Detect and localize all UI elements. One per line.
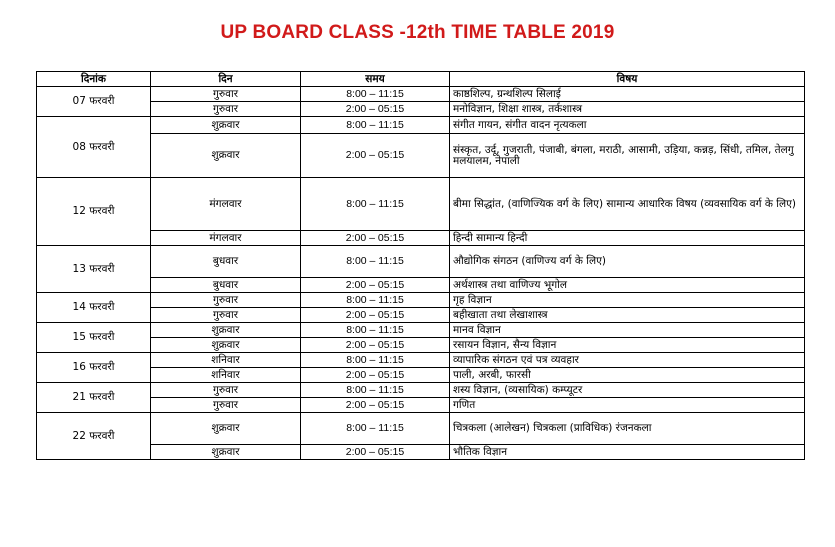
- time-cell: 2:00 – 05:15: [301, 445, 450, 460]
- table-row: [37, 368, 805, 383]
- day-cell: शुक्रवार: [151, 134, 301, 178]
- table-row: [37, 102, 805, 117]
- time-cell: 2:00 – 05:15: [301, 278, 450, 293]
- time-cell: 2:00 – 05:15: [301, 308, 450, 323]
- time-cell: 2:00 – 05:15: [301, 338, 450, 353]
- time-cell: 8:00 – 11:15: [301, 353, 450, 368]
- subject-cell: हिन्दी सामान्य हिन्दी: [450, 231, 805, 246]
- time-cell: 8:00 – 11:15: [301, 178, 450, 231]
- subject-cell: मानव विज्ञान: [450, 323, 805, 338]
- day-cell: गुरुवार: [151, 293, 301, 308]
- subject-cell: अर्थशास्त्र तथा वाणिज्य भूगोल: [450, 278, 805, 293]
- day-cell: शुक्रवार: [151, 117, 301, 134]
- subject-cell: शस्य विज्ञान, (व्यसायिक) कम्प्यूटर: [450, 383, 805, 398]
- subject-cell: औद्योगिक संगठन (वाणिज्य वर्ग के लिए): [450, 246, 805, 278]
- page-title: UP BOARD CLASS -12th TIME TABLE 2019: [220, 22, 615, 43]
- day-cell: बुधवार: [151, 246, 301, 278]
- table-row: [37, 117, 805, 134]
- header-day: दिन: [151, 72, 301, 87]
- day-cell: शुक्रवार: [151, 338, 301, 353]
- date-cell: 07 फरवरी: [37, 87, 151, 117]
- time-cell: 8:00 – 11:15: [301, 293, 450, 308]
- subject-cell: काष्ठशिल्प, ग्रन्थशिल्प सिलाई: [450, 87, 805, 102]
- date-cell: 22 फरवरी: [37, 413, 151, 460]
- day-cell: शुक्रवार: [151, 323, 301, 338]
- subject-cell: संगीत गायन, संगीत वादन नृत्यकला: [450, 117, 805, 134]
- time-cell: 8:00 – 11:15: [301, 413, 450, 445]
- day-cell: शुक्रवार: [151, 413, 301, 445]
- subject-cell: बहीखाता तथा लेखाशास्त्र: [450, 308, 805, 323]
- time-cell: 2:00 – 05:15: [301, 398, 450, 413]
- day-cell: गुरुवार: [151, 87, 301, 102]
- day-cell: गुरुवार: [151, 398, 301, 413]
- subject-cell: रसायन विज्ञान, सैन्य विज्ञान: [450, 338, 805, 353]
- date-cell: 13 फरवरी: [37, 246, 151, 293]
- time-cell: 2:00 – 05:15: [301, 231, 450, 246]
- table-row: [37, 278, 805, 293]
- date-cell: 15 फरवरी: [37, 323, 151, 353]
- time-cell: 8:00 – 11:15: [301, 383, 450, 398]
- date-cell: 08 फरवरी: [37, 117, 151, 178]
- table-row: [37, 353, 805, 368]
- time-cell: 2:00 – 05:15: [301, 368, 450, 383]
- subject-cell: चित्रकला (आलेखन) चित्रकला (प्राविधिक) रंजनकला: [450, 413, 805, 445]
- day-cell: गुरुवार: [151, 102, 301, 117]
- header-row: [37, 72, 805, 87]
- day-cell: शुक्रवार: [151, 445, 301, 460]
- table-row: [37, 246, 805, 278]
- header-time: समय: [301, 72, 450, 87]
- table-row: [37, 413, 805, 445]
- table-row: [37, 231, 805, 246]
- date-cell: 12 फरवरी: [37, 178, 151, 246]
- time-cell: 2:00 – 05:15: [301, 134, 450, 178]
- header-date: दिनांक: [37, 72, 151, 87]
- subject-cell: व्यापारिक संगठन एवं पत्र व्यवहार: [450, 353, 805, 368]
- header-subject: विषय: [450, 72, 805, 87]
- day-cell: शनिवार: [151, 368, 301, 383]
- table-row: [37, 308, 805, 323]
- table-row: [37, 445, 805, 460]
- date-cell: 14 फरवरी: [37, 293, 151, 323]
- day-cell: बुधवार: [151, 278, 301, 293]
- table-row: [37, 178, 805, 231]
- time-cell: 2:00 – 05:15: [301, 102, 450, 117]
- table-row: [37, 87, 805, 102]
- table-row: [37, 134, 805, 178]
- subject-cell: बीमा सिद्धांत, (वाणिज्यिक वर्ग के लिए) सामान्य आधारिक विषय (व्यवसायिक वर्ग के लिए): [450, 178, 805, 231]
- table-row: [37, 293, 805, 308]
- time-cell: 8:00 – 11:15: [301, 117, 450, 134]
- subject-cell: गृह विज्ञान: [450, 293, 805, 308]
- subject-cell: मनोविज्ञान, शिक्षा शास्त्र, तर्कशास्त्र: [450, 102, 805, 117]
- table-row: [37, 398, 805, 413]
- subject-cell: भौतिक विज्ञान: [450, 445, 805, 460]
- date-cell: 16 फरवरी: [37, 353, 151, 383]
- table-row: [37, 323, 805, 338]
- day-cell: गुरुवार: [151, 308, 301, 323]
- timetable: [36, 71, 805, 460]
- time-cell: 8:00 – 11:15: [301, 87, 450, 102]
- table-row: [37, 338, 805, 353]
- subject-cell: संस्कृत, उर्दू, गुजराती, पंजाबी, बंगला, मराठी, आसामी, उड़िया, कन्नड़, सिंधी, तमिल, तेलगु मलयालम, नेपाली: [450, 134, 805, 178]
- day-cell: मंगलवार: [151, 178, 301, 231]
- time-cell: 8:00 – 11:15: [301, 323, 450, 338]
- day-cell: मंगलवार: [151, 231, 301, 246]
- subject-cell: पाली, अरबी, फारसी: [450, 368, 805, 383]
- day-cell: गुरुवार: [151, 383, 301, 398]
- subject-cell: गणित: [450, 398, 805, 413]
- day-cell: शनिवार: [151, 353, 301, 368]
- time-cell: 8:00 – 11:15: [301, 246, 450, 278]
- date-cell: 21 फरवरी: [37, 383, 151, 413]
- table-row: [37, 383, 805, 398]
- timetable-body: [37, 87, 805, 460]
